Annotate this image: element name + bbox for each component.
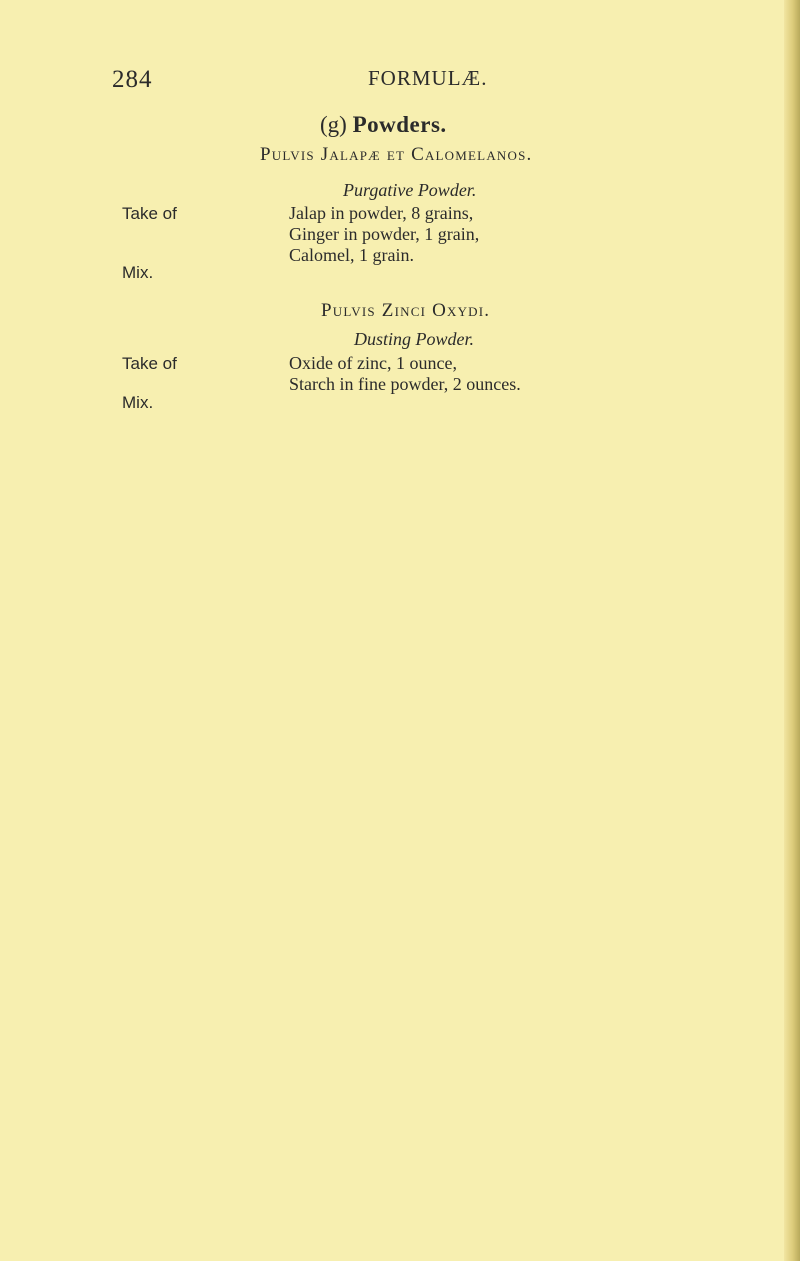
page-number: 284 xyxy=(112,66,153,93)
ingredient-line: Starch in fine powder, 2 ounces. xyxy=(289,374,521,394)
mix-label: Mix. xyxy=(122,393,154,412)
section-marker: (g) xyxy=(320,112,347,137)
formula-subtitle: Purgative Powder. xyxy=(343,180,477,200)
ingredient-line: Jalap in powder, 8 grains, xyxy=(289,203,474,223)
formula-subtitle: Dusting Powder. xyxy=(354,329,475,349)
ingredient-line: Calomel, 1 grain. xyxy=(289,245,414,265)
section-title: Powders. xyxy=(352,112,447,137)
mix-label: Mix. xyxy=(122,263,154,282)
take-of-label: Take of xyxy=(122,354,177,373)
take-of-label: Take of xyxy=(122,204,177,223)
ingredient-line: Oxide of zinc, 1 ounce, xyxy=(289,353,457,373)
ingredient-line: Ginger in powder, 1 grain, xyxy=(289,224,480,244)
formula-title: Pulvis Zinci Oxydi. xyxy=(321,300,491,321)
page-edge xyxy=(784,0,800,1261)
running-head: FORMULÆ. xyxy=(368,66,488,90)
formula-title: Pulvis Jalapæ et Calomelanos. xyxy=(260,144,533,165)
section-heading xyxy=(320,112,447,138)
